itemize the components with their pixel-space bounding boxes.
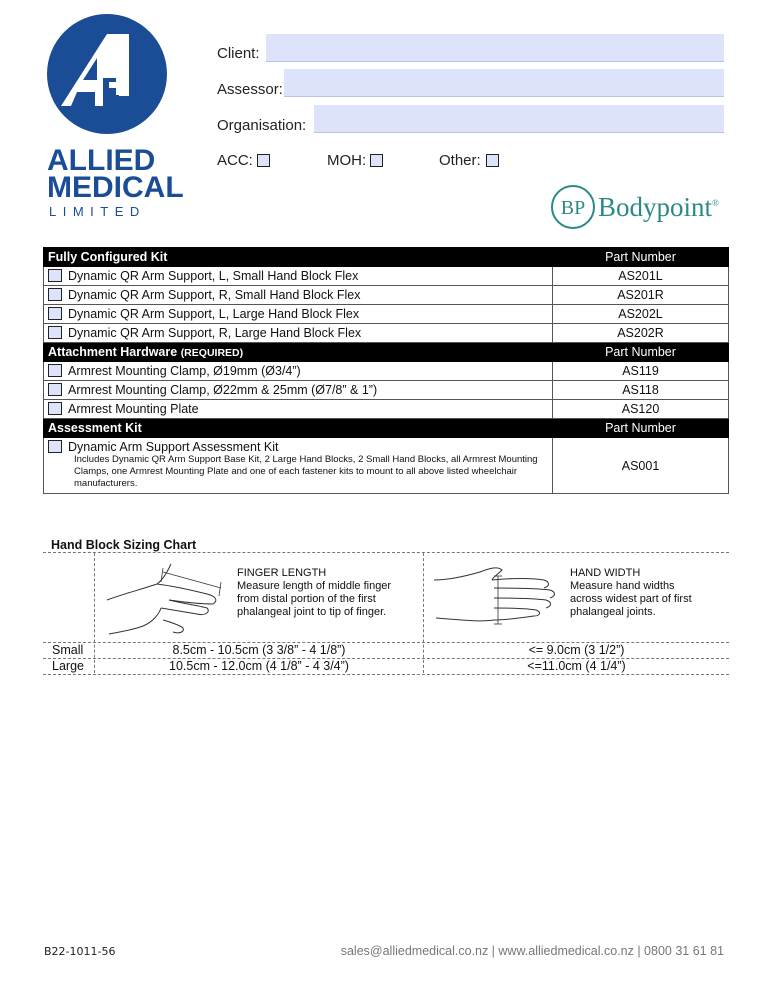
- moh-label: MOH:: [327, 152, 367, 169]
- section-title-cell: [44, 343, 553, 362]
- organisation-label: Organisation:: [217, 117, 307, 134]
- section-title: Attachment Hardware: [48, 345, 178, 359]
- allied-logo-mark-icon: [47, 14, 167, 134]
- kit-order-table: [43, 247, 729, 494]
- item-description: Dynamic QR Arm Support, R, Small Hand Block Flex: [68, 288, 361, 302]
- brand-line-2: MEDICAL: [47, 171, 184, 204]
- width-range-value: <= 9.0cm (3 1/2”): [528, 643, 625, 657]
- table-row: [44, 362, 729, 381]
- assessor-label: Assessor:: [217, 81, 283, 98]
- chart-top-divider: [43, 552, 729, 553]
- finger-length-desc-line: from distal portion of the first: [237, 593, 376, 605]
- section-title: Fully Configured Kit: [44, 248, 553, 267]
- brand-line-3: LIMITED: [49, 204, 146, 219]
- table-row: [44, 324, 729, 343]
- bodypoint-name: Bodypoint: [598, 192, 713, 222]
- finger-range-value: 10.5cm - 12.0cm (4 1/8” - 4 3/4”): [169, 659, 349, 673]
- bodypoint-monogram-text: BP: [560, 197, 586, 219]
- item-part-number: AS202L: [553, 305, 729, 324]
- section-header-fully-configured: [44, 248, 729, 267]
- brand-line-1: ALLIED: [47, 144, 156, 177]
- hand-width-desc-line: across widest part of first: [570, 593, 692, 605]
- item-part-number: AS202R: [553, 324, 729, 343]
- item-description: Armrest Mounting Clamp, Ø19mm (Ø3/4”): [68, 364, 301, 378]
- item-checkbox[interactable]: [48, 326, 62, 339]
- allied-medical-logo: [47, 14, 167, 139]
- finger-length-icon: [103, 560, 231, 638]
- chart-bottom-divider: [43, 674, 729, 675]
- allied-medical-wordmark: [47, 144, 184, 223]
- finger-length-title: FINGER LENGTH: [237, 567, 327, 579]
- item-description: Armrest Mounting Plate: [68, 402, 199, 416]
- bodypoint-tm: ®: [712, 198, 719, 208]
- item-description: Dynamic QR Arm Support, L, Large Hand Block Flex: [68, 307, 360, 321]
- part-number-header: Part Number: [553, 248, 729, 267]
- table-row: [44, 381, 729, 400]
- hand-width-desc-line: phalangeal joints.: [570, 606, 656, 618]
- hand-width-text: [570, 567, 692, 619]
- acc-label: ACC:: [217, 152, 253, 169]
- item-part-number: AS118: [553, 381, 729, 400]
- assessor-field[interactable]: [284, 69, 724, 97]
- hand-width-icon: [432, 560, 560, 628]
- hand-width-title: HAND WIDTH: [570, 567, 641, 579]
- part-number-header: Part Number: [553, 343, 729, 362]
- item-part-number: AS120: [553, 400, 729, 419]
- table-row: [44, 267, 729, 286]
- item-part-number: AS001: [553, 438, 729, 494]
- client-label: Client:: [217, 45, 260, 62]
- item-checkbox[interactable]: [48, 383, 62, 396]
- finger-length-desc-line: Measure length of middle finger: [237, 580, 392, 592]
- item-description: Dynamic QR Arm Support, R, Large Hand Block Flex: [68, 326, 362, 340]
- contact-details: sales@alliedmedical.co.nz | www.alliedmedical.co.nz | 0800 31 61 81: [340, 944, 724, 958]
- bodypoint-wordmark: [598, 192, 719, 223]
- finger-range-value: 8.5cm - 10.5cm (3 3/8” - 4 1/8”): [172, 643, 346, 657]
- section-title-note: (REQUIRED): [180, 347, 244, 359]
- item-description: Dynamic QR Arm Support, L, Small Hand Block Flex: [68, 269, 359, 283]
- bodypoint-monogram-icon: [550, 184, 596, 230]
- size-label: Large: [52, 659, 84, 673]
- item-checkbox[interactable]: [48, 402, 62, 415]
- document-code: B22-1011-56: [44, 945, 116, 958]
- finger-length-text: [237, 567, 391, 619]
- item-detail: Includes Dynamic QR Arm Support Base Kit, 2 Large Hand Blocks, 2 Small Hand Blocks, all Armrest Mounting Clamps, one Armrest Mounting Plate and one of each fastener kits to mount to all above listed wheelchair manufacturers.: [74, 454, 538, 489]
- organisation-field[interactable]: [314, 105, 724, 133]
- item-part-number: AS119: [553, 362, 729, 381]
- item-checkbox[interactable]: [48, 288, 62, 301]
- table-row: [44, 438, 729, 494]
- item-checkbox[interactable]: [48, 440, 62, 453]
- section-header-assessment-kit: [44, 419, 729, 438]
- part-number-header: Part Number: [553, 419, 729, 438]
- item-description: Armrest Mounting Clamp, Ø22mm & 25mm (Ø7/8” & 1”): [68, 383, 378, 397]
- acc-checkbox[interactable]: [257, 154, 270, 167]
- other-checkbox[interactable]: [486, 154, 499, 167]
- width-range-value: <=11.0cm (4 1/4”): [527, 659, 626, 673]
- table-row: [44, 286, 729, 305]
- other-label: Other:: [439, 152, 481, 169]
- item-part-number: AS201L: [553, 267, 729, 286]
- item-part-number: AS201R: [553, 286, 729, 305]
- size-label: Small: [52, 643, 84, 657]
- item-checkbox[interactable]: [48, 364, 62, 377]
- table-row: [44, 400, 729, 419]
- hand-width-desc-line: Measure hand widths: [570, 580, 675, 592]
- section-title: Assessment Kit: [44, 419, 553, 438]
- sizing-chart-title: Hand Block Sizing Chart: [51, 538, 197, 552]
- moh-checkbox[interactable]: [370, 154, 383, 167]
- client-field[interactable]: [266, 34, 724, 62]
- table-row: [44, 305, 729, 324]
- item-checkbox[interactable]: [48, 269, 62, 282]
- item-description: Dynamic Arm Support Assessment Kit: [68, 440, 279, 454]
- section-header-attachment-hardware: [44, 343, 729, 362]
- item-checkbox[interactable]: [48, 307, 62, 320]
- finger-length-desc-line: phalangeal joint to tip of finger.: [237, 606, 387, 618]
